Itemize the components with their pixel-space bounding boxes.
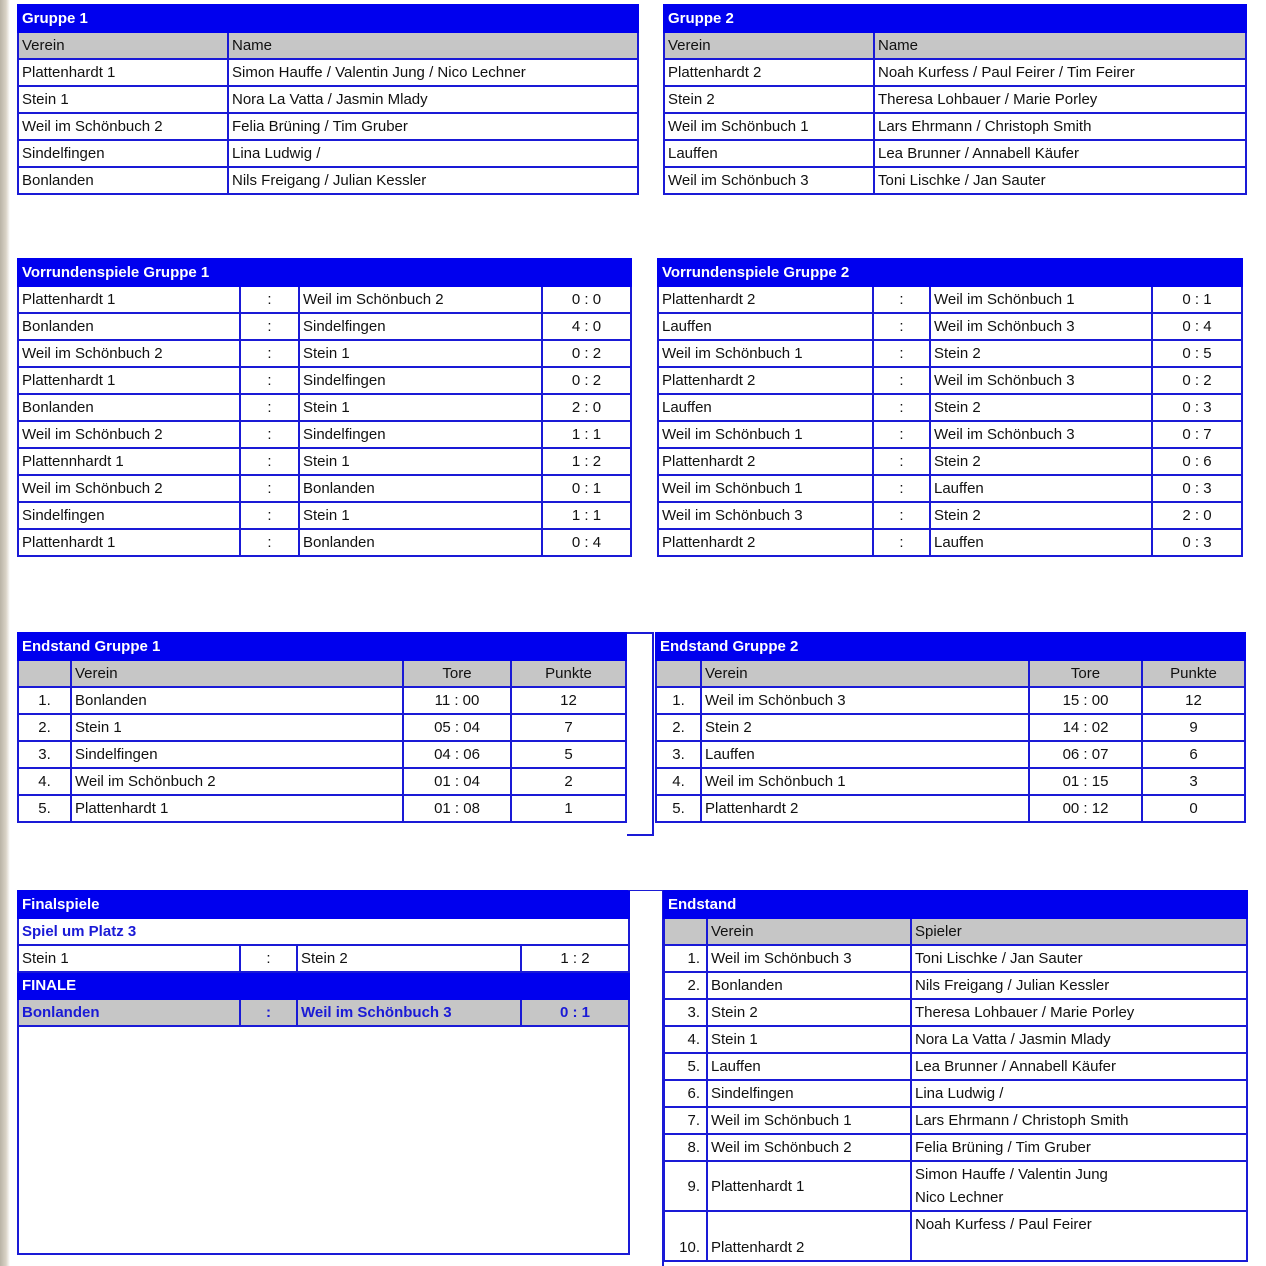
verein-cell: Weil im Schönbuch 2: [707, 1134, 911, 1161]
verein-cell: Plattenhardt 1: [71, 795, 403, 822]
punkte-cell: 12: [511, 687, 626, 714]
verein-cell: Lauffen: [701, 741, 1029, 768]
header-verein: Verein: [664, 32, 874, 59]
match-row: [658, 340, 1242, 367]
tore-cell: 11 : 00: [403, 687, 511, 714]
spieler-line-1: Simon Hauffe / Valentin Jung: [915, 1166, 1108, 1183]
spieler-cell: Felia Brüning / Tim Gruber: [911, 1134, 1247, 1161]
separator: :: [240, 421, 299, 448]
header-punkte: Punkte: [1142, 660, 1245, 687]
score: 1 : 1: [542, 421, 631, 448]
match-row: [658, 421, 1242, 448]
verein-cell: Bonlanden: [707, 972, 911, 999]
header-spieler: Spieler: [911, 918, 1247, 945]
away-team: Weil im Schönbuch 3: [930, 313, 1152, 340]
score: 4 : 0: [542, 313, 631, 340]
away-team: Stein 2: [930, 448, 1152, 475]
match-row: [18, 340, 631, 367]
home-team: Bonlanden: [18, 999, 240, 1026]
table-row: [664, 1161, 1247, 1211]
name-cell: Felia Brüning / Tim Gruber: [228, 113, 638, 140]
separator: :: [873, 394, 930, 421]
separator: :: [873, 421, 930, 448]
home-team: Weil im Schönbuch 2: [18, 340, 240, 367]
match-row: [658, 529, 1242, 556]
spieler-cell: [911, 1161, 1247, 1211]
standing-row: [656, 687, 1245, 714]
separator: :: [240, 340, 299, 367]
match-row: [18, 421, 631, 448]
table-row: [664, 1053, 1247, 1080]
home-team: Plattenhardt 1: [18, 529, 240, 556]
verein-cell: Bonlanden: [18, 167, 228, 194]
verein-cell: Stein 1: [18, 86, 228, 113]
away-team: Weil im Schönbuch 1: [930, 286, 1152, 313]
standing-row: [18, 714, 626, 741]
verein-cell: Stein 1: [71, 714, 403, 741]
rank-cell: 2.: [18, 714, 71, 741]
score: 0 : 3: [1152, 529, 1242, 556]
table-row: [664, 999, 1247, 1026]
rank-cell: 1.: [18, 687, 71, 714]
verein-cell: Weil im Schönbuch 1: [707, 1107, 911, 1134]
rank-cell: 7.: [664, 1107, 707, 1134]
table-row: [664, 1107, 1247, 1134]
score: 0 : 2: [542, 367, 631, 394]
away-team: Stein 1: [299, 394, 542, 421]
header-verein: Verein: [707, 918, 911, 945]
punkte-cell: 0: [1142, 795, 1245, 822]
verein-cell: Bonlanden: [71, 687, 403, 714]
table-row: [664, 140, 1246, 167]
verein-cell: Weil im Schönbuch 3: [701, 687, 1029, 714]
verein-cell: Stein 2: [664, 86, 874, 113]
verein-cell: Sindelfingen: [18, 140, 228, 167]
punkte-cell: 12: [1142, 687, 1245, 714]
header-verein: Verein: [71, 660, 403, 687]
score: 2 : 0: [542, 394, 631, 421]
verein-cell: Stein 2: [701, 714, 1029, 741]
rank-cell: 6.: [664, 1080, 707, 1107]
rank-cell: 2.: [656, 714, 701, 741]
verein-cell: Sindelfingen: [707, 1080, 911, 1107]
match-row: [658, 475, 1242, 502]
match-row: [18, 286, 631, 313]
table-row: [664, 86, 1246, 113]
score: 0 : 1: [542, 475, 631, 502]
away-team: Sindelfingen: [299, 421, 542, 448]
vorrunde2-table: [657, 258, 1243, 557]
rank-cell: 3.: [18, 741, 71, 768]
spieler-cell: Lars Ehrmann / Christoph Smith: [911, 1107, 1247, 1134]
table-row: [18, 167, 638, 194]
separator: :: [240, 448, 299, 475]
verein-cell: Weil im Schönbuch 3: [664, 167, 874, 194]
match-row: [658, 394, 1242, 421]
verein-cell: Lauffen: [707, 1053, 911, 1080]
separator: :: [873, 313, 930, 340]
tore-cell: 05 : 04: [403, 714, 511, 741]
home-team: Plattenhardt 2: [658, 286, 873, 313]
table-row: [664, 1026, 1247, 1053]
table-row: [664, 167, 1246, 194]
rank-cell: 4.: [664, 1026, 707, 1053]
rank-cell: 5.: [656, 795, 701, 822]
rank-cell: 4.: [18, 768, 71, 795]
table-row: [18, 86, 638, 113]
home-team: Weil im Schönbuch 1: [658, 340, 873, 367]
punkte-cell: 7: [511, 714, 626, 741]
spieler-cell: Toni Lischke / Jan Sauter: [911, 945, 1247, 972]
rank-cell: 8.: [664, 1134, 707, 1161]
away-team: Weil im Schönbuch 3: [930, 421, 1152, 448]
separator: :: [873, 286, 930, 313]
match-row: [658, 448, 1242, 475]
verein-cell: Plattenhardt 1: [18, 59, 228, 86]
spacer-column-2: [628, 890, 664, 1266]
match-row: [18, 394, 631, 421]
finalspiele-table: [17, 890, 630, 1255]
match-row: [18, 502, 631, 529]
gruppe2-table: [663, 4, 1247, 195]
separator: :: [240, 394, 299, 421]
standing-row: [18, 768, 626, 795]
separator: :: [240, 945, 297, 972]
punkte-cell: 5: [511, 741, 626, 768]
home-team: Stein 1: [18, 945, 240, 972]
gruppe1-title: Gruppe 1: [18, 5, 638, 32]
endstand1-table: [17, 632, 627, 823]
score: 0 : 3: [1152, 394, 1242, 421]
rank-cell: 1.: [656, 687, 701, 714]
finale-label: FINALE: [18, 972, 629, 999]
platz3-row: [18, 945, 629, 972]
standing-row: [656, 714, 1245, 741]
gruppe2-title: Gruppe 2: [664, 5, 1246, 32]
header-tore: Tore: [403, 660, 511, 687]
match-row: [18, 313, 631, 340]
away-team: Bonlanden: [299, 529, 542, 556]
home-team: Plattenhardt 2: [658, 529, 873, 556]
punkte-cell: 6: [1142, 741, 1245, 768]
table-row: [18, 140, 638, 167]
tore-cell: 04 : 06: [403, 741, 511, 768]
separator: :: [240, 529, 299, 556]
endstand2-title: Endstand Gruppe 2: [656, 633, 1245, 660]
name-cell: Simon Hauffe / Valentin Jung / Nico Lechner: [228, 59, 638, 86]
rank-cell: 4.: [656, 768, 701, 795]
match-row: [18, 529, 631, 556]
separator: :: [240, 475, 299, 502]
separator: :: [240, 286, 299, 313]
name-cell: Toni Lischke / Jan Sauter: [874, 167, 1246, 194]
score: 0 : 2: [1152, 367, 1242, 394]
tore-cell: 14 : 02: [1029, 714, 1142, 741]
home-team: Plattenhardt 2: [658, 448, 873, 475]
header-rank: [18, 660, 71, 687]
verein-cell: Stein 1: [707, 1026, 911, 1053]
name-cell: Nora La Vatta / Jasmin Mlady: [228, 86, 638, 113]
away-team: Stein 2: [297, 945, 521, 972]
name-cell: Lina Ludwig /: [228, 140, 638, 167]
score: 0 : 1: [521, 999, 629, 1026]
score: 0 : 2: [542, 340, 631, 367]
away-team: Sindelfingen: [299, 313, 542, 340]
header-name: Name: [228, 32, 638, 59]
vorrunde2-title: Vorrundenspiele Gruppe 2: [658, 259, 1242, 286]
table-row: [18, 113, 638, 140]
away-team: Stein 1: [299, 502, 542, 529]
verein-cell: Plattenhardt 2: [701, 795, 1029, 822]
separator: :: [240, 999, 297, 1026]
endstand-title: Endstand: [664, 891, 1247, 918]
home-team: Weil im Schönbuch 1: [658, 475, 873, 502]
endstand-table: [663, 890, 1248, 1262]
score: 1 : 2: [521, 945, 629, 972]
score: 0 : 5: [1152, 340, 1242, 367]
separator: :: [873, 529, 930, 556]
home-team: Plattenhardt 2: [658, 367, 873, 394]
rank-cell: 10.: [664, 1211, 707, 1261]
home-team: Weil im Schönbuch 3: [658, 502, 873, 529]
home-team: Lauffen: [658, 394, 873, 421]
score: 1 : 2: [542, 448, 631, 475]
away-team: Sindelfingen: [299, 367, 542, 394]
standing-row: [18, 741, 626, 768]
finalspiele-title: Finalspiele: [18, 891, 629, 918]
away-team: Lauffen: [930, 529, 1152, 556]
away-team: Stein 2: [930, 340, 1152, 367]
verein-cell: Stein 2: [707, 999, 911, 1026]
separator: :: [873, 448, 930, 475]
score: 0 : 3: [1152, 475, 1242, 502]
table-row: [664, 1134, 1247, 1161]
vorrunde1-title: Vorrundenspiele Gruppe 1: [18, 259, 631, 286]
away-team: Stein 2: [930, 502, 1152, 529]
standing-row: [656, 768, 1245, 795]
home-team: Sindelfingen: [18, 502, 240, 529]
verein-cell: Plattenhardt 2: [707, 1211, 911, 1261]
separator: :: [873, 367, 930, 394]
match-row: [658, 367, 1242, 394]
table-row: [664, 945, 1247, 972]
away-team: Bonlanden: [299, 475, 542, 502]
header-verein: Verein: [701, 660, 1029, 687]
table-row: [664, 1211, 1247, 1261]
score: 2 : 0: [1152, 502, 1242, 529]
tore-cell: 00 : 12: [1029, 795, 1142, 822]
name-cell: Lea Brunner / Annabell Käufer: [874, 140, 1246, 167]
standing-row: [18, 795, 626, 822]
tore-cell: 01 : 15: [1029, 768, 1142, 795]
endstand1-title: Endstand Gruppe 1: [18, 633, 626, 660]
verein-cell: Sindelfingen: [71, 741, 403, 768]
rank-cell: 5.: [664, 1053, 707, 1080]
header-rank: [664, 918, 707, 945]
home-team: Bonlanden: [18, 394, 240, 421]
verein-cell: Lauffen: [664, 140, 874, 167]
spieler-cell: Nils Freigang / Julian Kessler: [911, 972, 1247, 999]
tore-cell: 06 : 07: [1029, 741, 1142, 768]
away-team: Weil im Schönbuch 3: [930, 367, 1152, 394]
away-team: Stein 1: [299, 340, 542, 367]
match-row: [658, 286, 1242, 313]
score: 0 : 6: [1152, 448, 1242, 475]
left-edge-shadow: [0, 0, 10, 1266]
vorrunde1-table: [17, 258, 632, 557]
match-row: [658, 313, 1242, 340]
verein-cell: Weil im Schönbuch 2: [18, 113, 228, 140]
rank-cell: 2.: [664, 972, 707, 999]
finale-row: [18, 999, 629, 1026]
score: 0 : 0: [542, 286, 631, 313]
tore-cell: 01 : 04: [403, 768, 511, 795]
home-team: Plattennhardt 1: [18, 448, 240, 475]
separator: :: [240, 367, 299, 394]
punkte-cell: 3: [1142, 768, 1245, 795]
header-verein: Verein: [18, 32, 228, 59]
punkte-cell: 9: [1142, 714, 1245, 741]
rank-cell: 1.: [664, 945, 707, 972]
separator: :: [873, 340, 930, 367]
punkte-cell: 1: [511, 795, 626, 822]
spieler-cell: Noah Kurfess / Paul Feirer: [911, 1211, 1247, 1261]
table-row: [664, 1080, 1247, 1107]
spieler-cell: Lea Brunner / Annabell Käufer: [911, 1053, 1247, 1080]
spieler-line-2: Nico Lechner: [915, 1189, 1004, 1206]
home-team: Plattenhardt 1: [18, 367, 240, 394]
header-punkte: Punkte: [511, 660, 626, 687]
standing-row: [656, 741, 1245, 768]
home-team: Weil im Schönbuch 1: [658, 421, 873, 448]
table-row: [18, 59, 638, 86]
verein-cell: Weil im Schönbuch 1: [701, 768, 1029, 795]
tore-cell: 01 : 08: [403, 795, 511, 822]
name-cell: Theresa Lohbauer / Marie Porley: [874, 86, 1246, 113]
away-team: Stein 1: [299, 448, 542, 475]
spieler-cell: Nora La Vatta / Jasmin Mlady: [911, 1026, 1247, 1053]
home-team: Weil im Schönbuch 2: [18, 475, 240, 502]
separator: :: [240, 502, 299, 529]
verein-cell: Plattenhardt 2: [664, 59, 874, 86]
score: 0 : 4: [1152, 313, 1242, 340]
score: 0 : 7: [1152, 421, 1242, 448]
verein-cell: Weil im Schönbuch 2: [71, 768, 403, 795]
platz3-label: Spiel um Platz 3: [18, 918, 629, 945]
rank-cell: 5.: [18, 795, 71, 822]
standing-row: [18, 687, 626, 714]
empty-area: [18, 1026, 629, 1254]
spacer-column: [627, 632, 654, 836]
match-row: [18, 475, 631, 502]
header-name: Name: [874, 32, 1246, 59]
table-row: [664, 113, 1246, 140]
separator: :: [873, 475, 930, 502]
verein-cell: Weil im Schönbuch 1: [664, 113, 874, 140]
away-team: Weil im Schönbuch 3: [297, 999, 521, 1026]
separator: :: [240, 313, 299, 340]
rank-cell: 9.: [664, 1161, 707, 1211]
away-team: Weil im Schönbuch 2: [299, 286, 542, 313]
header-tore: Tore: [1029, 660, 1142, 687]
rank-cell: 3.: [656, 741, 701, 768]
away-team: Lauffen: [930, 475, 1152, 502]
score: 0 : 1: [1152, 286, 1242, 313]
gruppe1-table: [17, 4, 639, 195]
home-team: Weil im Schönbuch 2: [18, 421, 240, 448]
separator: :: [873, 502, 930, 529]
match-row: [18, 367, 631, 394]
score: 0 : 4: [542, 529, 631, 556]
punkte-cell: 2: [511, 768, 626, 795]
table-row: [664, 972, 1247, 999]
home-team: Lauffen: [658, 313, 873, 340]
table-row: [664, 59, 1246, 86]
spieler-cell: Theresa Lohbauer / Marie Porley: [911, 999, 1247, 1026]
rank-cell: 3.: [664, 999, 707, 1026]
match-row: [18, 448, 631, 475]
spieler-cell: Lina Ludwig /: [911, 1080, 1247, 1107]
verein-cell: Weil im Schönbuch 3: [707, 945, 911, 972]
tore-cell: 15 : 00: [1029, 687, 1142, 714]
header-rank: [656, 660, 701, 687]
name-cell: Noah Kurfess / Paul Feirer / Tim Feirer: [874, 59, 1246, 86]
name-cell: Lars Ehrmann / Christoph Smith: [874, 113, 1246, 140]
home-team: Plattenhardt 1: [18, 286, 240, 313]
match-row: [658, 502, 1242, 529]
score: 1 : 1: [542, 502, 631, 529]
away-team: Stein 2: [930, 394, 1152, 421]
standing-row: [656, 795, 1245, 822]
verein-cell: Plattenhardt 1: [707, 1161, 911, 1211]
endstand2-table: [655, 632, 1246, 823]
home-team: Bonlanden: [18, 313, 240, 340]
name-cell: Nils Freigang / Julian Kessler: [228, 167, 638, 194]
